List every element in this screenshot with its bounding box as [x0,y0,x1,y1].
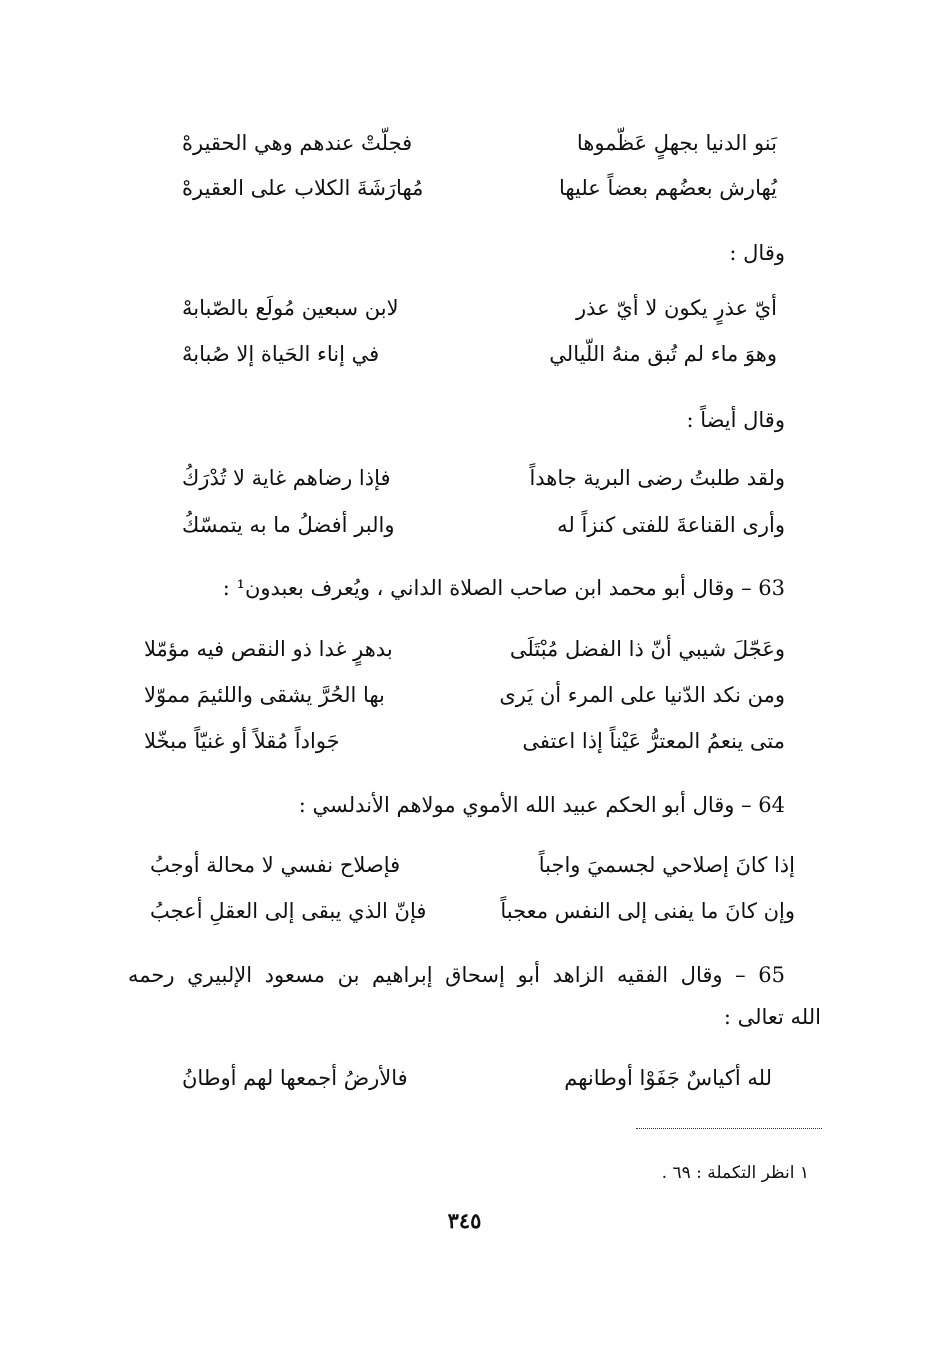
hemistich-second: فجلّتْ عندهم وهي الحقيرهْ [182,131,413,155]
verse-3-1 [182,463,785,493]
footnote: ١ انظر التكملة : ٦٩ . [661,1163,809,1183]
hemistich-second: والبر أفضلُ ما به يتمسّكُ [182,513,395,537]
hemistich-second: بها الحُرَّ يشقى واللئيمَ مموّلا [144,683,385,707]
hemistich-first: ومن نكد الدّنيا على المرء أن يَرى [499,683,785,707]
hemistich-second: فإذا رضاهم غاية لا تُدْرَكُ [182,466,391,490]
intro-qala: وقال : [729,241,785,265]
hemistich-first: ولقد طلبتُ رضى البرية جاهداً [529,466,785,490]
hemistich-second: فإصلاح نفسي لا محالة أوجبُ [150,853,401,877]
verse-2-2 [182,339,777,369]
verse-6-1 [182,1063,772,1093]
hemistich-second: فالأرضُ أجمعها لهم أوطانُ [182,1066,408,1090]
hemistich-first: لله أكياسٌ جَفَوْا أوطانهم [564,1066,772,1090]
verse-5-2 [150,896,795,926]
verse-4-1 [144,634,785,664]
verse-3-2 [182,510,785,540]
entry-63-heading: 63 – وقال أبو محمد ابن صاحب الصلاة الداني ، ويُعرف بعبدون¹ : [222,576,785,600]
entry-65-heading-continued: الله تعالى : [723,1005,821,1029]
hemistich-first: متى ينعمُ المعترُّ عَيْناً إذا اعتفى [522,729,785,753]
hemistich-second: جَواداً مُقلاً أو غنيّاً مبخّلا [144,729,340,753]
entry-64-heading: 64 – وقال أبو الحكم عبيد الله الأموي مولاهم الأندلسي : [298,793,785,817]
hemistich-first: وهوَ ماء لم تُبق منهُ اللّيالي [549,342,777,366]
hemistich-first: بَنو الدنيا بجهلٍ عَظّموها [576,131,777,155]
hemistich-second: بدهرٍ غدا ذو النقص فيه مؤمّلا [144,637,393,661]
verse-2-1 [182,293,777,323]
page-number: ٣٤٥ [447,1208,482,1233]
verse-1-2 [182,173,777,203]
hemistich-first: إذا كانَ إصلاحي لجسميَ واجباً [538,853,795,877]
entry-65-heading: 65 – وقال الفقيه الزاهد أبو إسحاق إبراهيم بن مسعود الإلبيري رحمه [128,963,785,987]
intro-qala-aydan: وقال أيضاً : [686,408,785,432]
hemistich-second: في إناء الحَياة إلا صُبابهْ [182,342,380,366]
hemistich-first: وإن كانَ ما يفنى إلى النفس معجباً [500,899,795,923]
hemistich-first: أيّ عذرٍ يكون لا أيّ عذر [576,296,777,320]
verse-5-1 [150,850,795,880]
hemistich-first: يُهارش بعضُهم بعضاً عليها [558,176,777,200]
hemistich-first: وعَجّلَ شيبي أنّ ذا الفضل مُبْتَلَى [509,637,785,661]
verse-4-2 [144,680,785,710]
hemistich-first: وأرى القناعةَ للفتى كنزاً له [557,513,785,537]
verse-4-3 [144,726,785,756]
hemistich-second: مُهارَشَةَ الكلاب على العقيرهْ [182,176,424,200]
hemistich-second: لابن سبعين مُولَع بالصّبابهْ [182,296,399,320]
footnote-divider [636,1128,822,1129]
hemistich-second: فإنّ الذي يبقى إلى العقلِ أعجبُ [150,899,427,923]
verse-1-1 [182,128,777,158]
